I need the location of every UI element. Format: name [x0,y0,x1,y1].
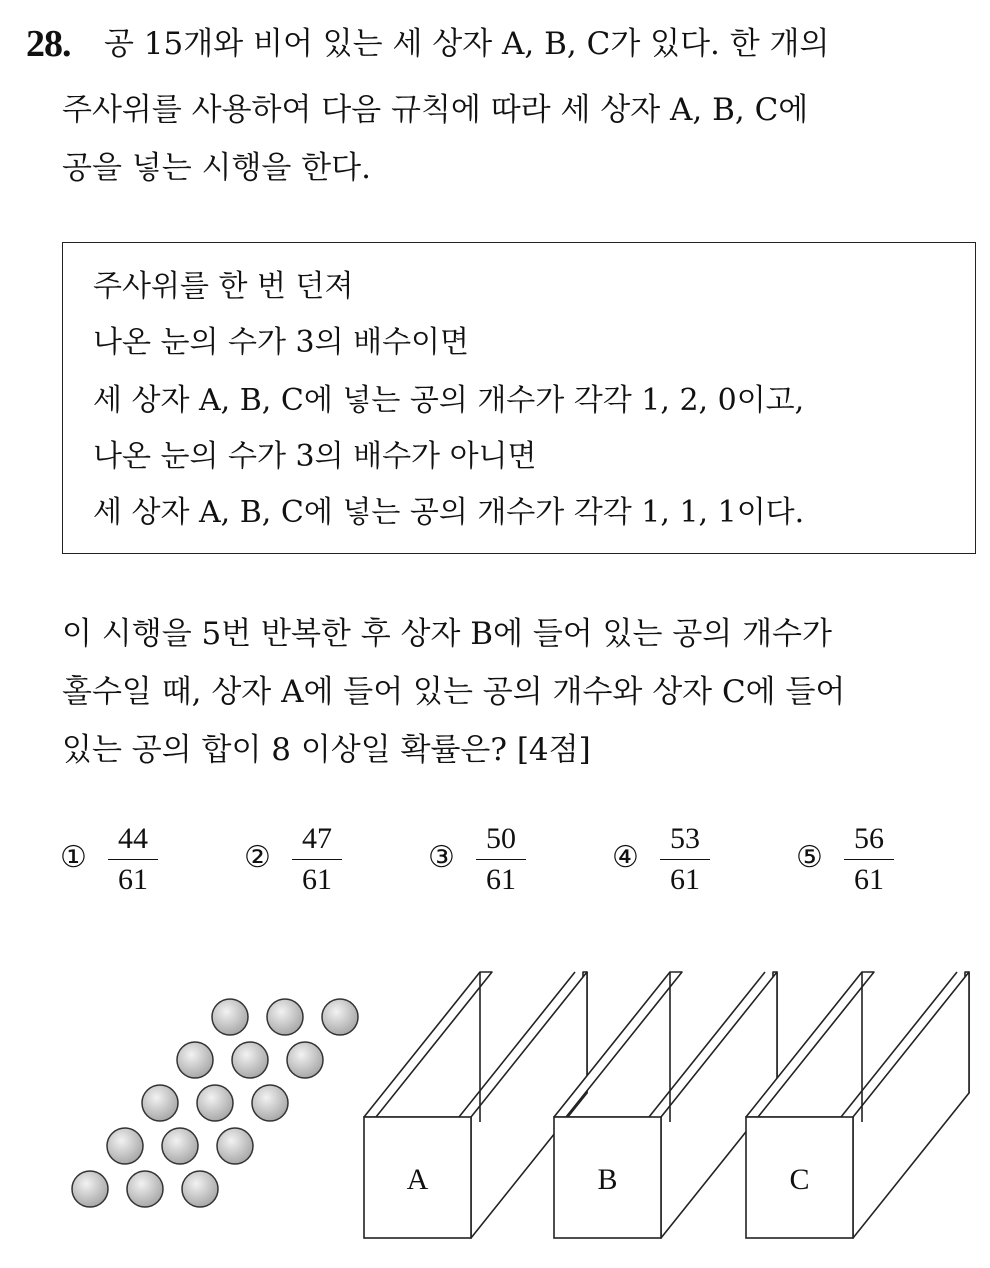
fraction-denominator: 61 [118,863,148,896]
choice-mark: ① [60,840,87,875]
choice-mark: ④ [612,840,639,875]
ball [212,999,248,1035]
fraction-bar [660,859,710,860]
fraction-numerator: 47 [302,822,332,855]
rule-line-5: 세 상자 A, B, C에 넣는 공의 개수가 각각 1, 1, 1이다. [93,495,805,530]
rule-line-3: 세 상자 A, B, C에 넣는 공의 개수가 각각 1, 2, 0이고, [93,383,805,418]
balls-and-boxes-figure [0,950,990,1260]
ball [107,1128,143,1164]
ball [232,1042,268,1078]
choice-fraction [292,822,342,897]
choice-fraction [108,822,158,897]
ball [287,1042,323,1078]
fraction-bar [108,859,158,860]
fraction-denominator: 61 [854,863,884,896]
question-line-3: 있는 공의 합이 8 이상일 확률은? [4점] [62,732,591,768]
intro-line-2: 주사위를 사용하여 다음 규칙에 따라 세 상자 A, B, C에 [62,92,809,128]
fraction-bar [476,859,526,860]
choice-fraction [476,822,526,897]
answer-choices [60,822,960,902]
fraction-bar [844,859,894,860]
rule-line-4: 나온 눈의 수가 3의 배수가 아니면 [93,439,537,474]
fraction-denominator: 61 [486,863,516,896]
ball [252,1085,288,1121]
box-c [746,972,969,1238]
box-label: C [789,1163,810,1196]
choice-fraction [660,822,710,897]
fraction-denominator: 61 [670,863,700,896]
fraction-bar [292,859,342,860]
problem-number: 28. [26,23,71,65]
ball [267,999,303,1035]
ball [127,1171,163,1207]
fraction-numerator: 50 [486,822,516,855]
question-line-1: 이 시행을 5번 반복한 후 상자 B에 들어 있는 공의 개수가 [62,616,832,652]
box-group [364,972,969,1238]
box-label: A [406,1163,429,1196]
ball-group [72,999,358,1207]
fraction-numerator: 44 [118,822,148,855]
question-line-2: 홀수일 때, 상자 A에 들어 있는 공의 개수와 상자 C에 들어 [62,674,846,710]
choice-mark: ③ [428,840,455,875]
ball [72,1171,108,1207]
rule-box [62,242,976,554]
rule-line-2: 나온 눈의 수가 3의 배수이면 [93,325,470,360]
choice-mark: ⑤ [796,840,823,875]
box-label: B [597,1163,618,1196]
fraction-denominator: 61 [302,863,332,896]
intro-line-3: 공을 넣는 시행을 한다. [62,150,371,186]
ball [142,1085,178,1121]
ball [197,1085,233,1121]
intro-line-1: 공 15개와 비어 있는 세 상자 A, B, C가 있다. 한 개의 [104,26,830,62]
ball [322,999,358,1035]
ball [162,1128,198,1164]
fraction-numerator: 56 [854,822,884,855]
ball [217,1128,253,1164]
ball [177,1042,213,1078]
rule-line-1: 주사위를 한 번 던져 [93,269,354,304]
choice-mark: ② [244,840,271,875]
fraction-numerator: 53 [670,822,700,855]
choice-fraction [844,822,894,897]
ball [182,1171,218,1207]
